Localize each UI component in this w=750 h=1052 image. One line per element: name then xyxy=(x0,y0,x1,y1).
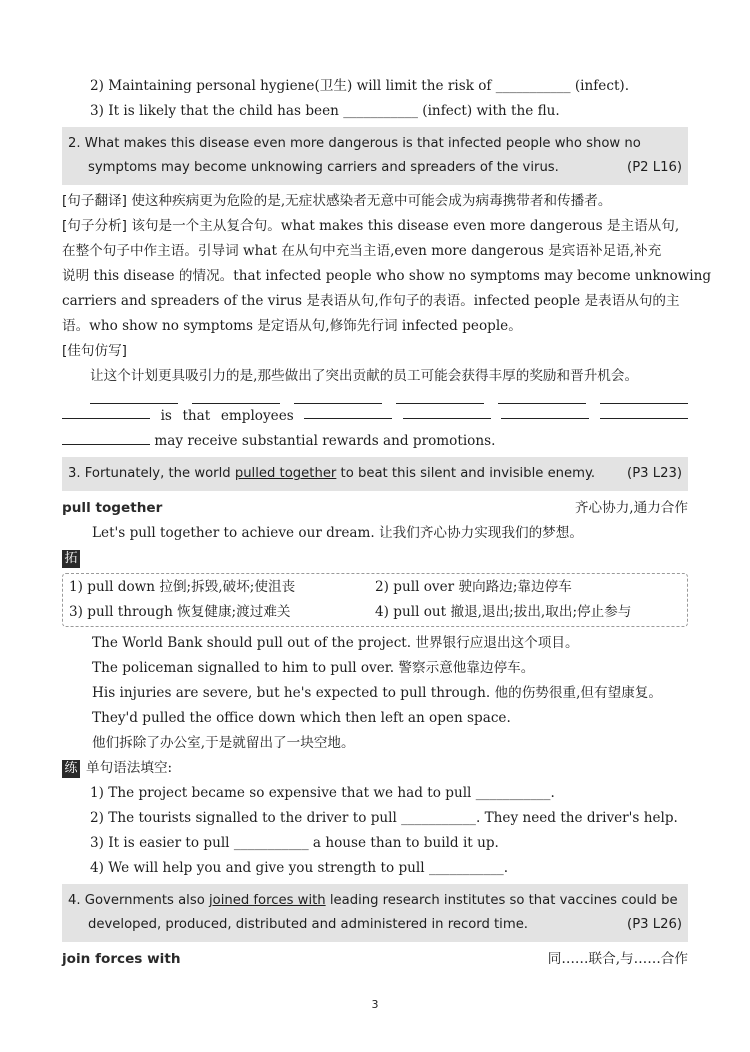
key-sentence-4-text: developed, produced, distributed and administered in record time. xyxy=(88,917,528,932)
example-sentence: His injuries are severe, but he's expected to pull through. 他的伤势很重,但有望康复。 xyxy=(92,685,662,701)
key-sentence-4-prefix: 4. Governments also xyxy=(68,893,209,908)
key-sentence-2-line1: 2. What makes this disease even more dangerous is that infected people who show no xyxy=(68,136,641,151)
phrase-heading-pull-together xyxy=(62,495,688,521)
key-sentence-2-line2 xyxy=(68,156,682,180)
imitation-word-employees: employees xyxy=(220,408,294,424)
analysis-line2: 在整个句子中作主语。引导词 what 在从句中充当主语,even more dangerous 是宾语补足语,补充 xyxy=(62,243,662,259)
imitation-row3 xyxy=(62,429,688,454)
translation-tag: [句子翻译] xyxy=(62,193,127,209)
analysis-text-1: 该句是一个主从复合句。what makes this disease even more dangerous 是主语从句, xyxy=(131,218,680,234)
blank[interactable] xyxy=(192,389,280,404)
blank[interactable] xyxy=(501,404,589,419)
phrase-heading-join-forces-with xyxy=(62,946,688,972)
blank[interactable] xyxy=(304,404,392,419)
blank[interactable] xyxy=(62,430,150,445)
blank[interactable] xyxy=(62,404,150,419)
blank[interactable] xyxy=(396,389,484,404)
key-phrase-join-forces-with: joined forces with xyxy=(208,893,326,908)
phrase-meaning: 齐心协力,通力合作 xyxy=(574,500,688,516)
key-phrase-pull-together: pulled together xyxy=(234,466,337,481)
expand-item: 4) pull out 撤退,退出;拔出,取出;停止参与 xyxy=(375,604,632,620)
blank[interactable] xyxy=(403,404,491,419)
imitation-prompt: 让这个计划更具吸引力的是,那些做出了突出贡献的员工可能会获得丰厚的奖励和晋升机会。 xyxy=(90,368,639,384)
example-sentence: The World Bank should pull out of the project. 世界银行应退出这个项目。 xyxy=(92,635,579,651)
blank[interactable] xyxy=(600,389,688,404)
blank[interactable] xyxy=(294,389,382,404)
key-sentence-4 xyxy=(62,884,688,942)
phrase-example: Let's pull together to achieve our dream. 让我们齐心协力实现我们的梦想。 xyxy=(92,525,583,541)
expand-item: 1) pull down 拉倒;拆毁,破坏;使沮丧 xyxy=(69,579,296,595)
phrase-meaning: 同……联合,与……合作 xyxy=(547,951,688,967)
key-sentence-2-ref: (P2 L16) xyxy=(627,160,682,175)
expand-item: 3) pull through 恢复健康;渡过难关 xyxy=(69,604,291,620)
key-sentence-4-suffix: leading research institutes so that vaccines could be xyxy=(325,893,678,908)
analysis-line3: 说明 this disease 的情况。that infected people who show no symptoms may become unknowing xyxy=(62,268,712,284)
expand-row xyxy=(69,600,681,625)
key-sentence-4-ref: (P3 L26) xyxy=(627,917,682,932)
expand-item: 2) pull over 驶向路边;靠边停车 xyxy=(375,579,572,595)
practice-title: 单句语法填空: xyxy=(86,760,173,776)
phrase-join-forces-with: join forces with xyxy=(62,951,181,967)
key-sentence-3-prefix: 3. Fortunately, the world xyxy=(68,466,235,481)
blank[interactable] xyxy=(90,389,178,404)
exercise-item-2: 2) Maintaining personal hygiene(卫生) will limit the risk of ___________ (infect). xyxy=(90,78,630,94)
blank[interactable] xyxy=(600,404,688,419)
phrase-pull-together: pull together xyxy=(62,500,163,516)
imitation-tag: [佳句仿写] xyxy=(62,343,127,359)
exercise-item-3: 3) It is likely that the child has been ___________ (infect) with the flu. xyxy=(90,103,560,119)
expand-heading xyxy=(62,546,688,571)
key-sentence-2 xyxy=(62,127,688,185)
page-content xyxy=(62,74,712,972)
imitation-row3-text: may receive substantial rewards and promotions. xyxy=(154,433,496,449)
expand-icon: 拓 xyxy=(62,550,80,568)
practice-item: 4) We will help you and give you strength to pull ___________. xyxy=(90,860,509,876)
imitation-word-is: is xyxy=(160,408,172,424)
example-sentence: 他们拆除了办公室,于是就留出了一块空地。 xyxy=(92,735,355,751)
key-sentence-3 xyxy=(62,457,688,491)
analysis-line4: carriers and spreaders of the virus 是表语从句,作句子的表语。infected people 是表语从句的主 xyxy=(62,293,680,309)
analysis-line5: 语。who show no symptoms 是定语从句,修饰先行词 infected people。 xyxy=(62,318,522,334)
example-sentence: They'd pulled the office down which then left an open space. xyxy=(92,710,511,726)
practice-heading xyxy=(62,756,688,781)
key-sentence-4-line2 xyxy=(68,913,682,937)
analysis-tag: [句子分析] xyxy=(62,218,127,234)
blank[interactable] xyxy=(498,389,586,404)
analysis-line1 xyxy=(62,214,688,239)
translation-text: 使这种疾病更为危险的是,无症状感染者无意中可能会成为病毒携带者和传播者。 xyxy=(131,193,612,209)
page-number: 3 xyxy=(371,998,379,1011)
key-sentence-2-text: symptoms may become unknowing carriers and spreaders of the virus. xyxy=(88,160,559,175)
practice-item: 3) It is easier to pull ___________ a house than to build it up. xyxy=(90,835,499,851)
expand-row xyxy=(69,575,681,600)
imitation-blank-row2 xyxy=(62,404,688,429)
key-sentence-3-ref: (P3 L23) xyxy=(627,466,682,481)
key-sentence-3-suffix: to beat this silent and invisible enemy. xyxy=(336,466,596,481)
expand-box xyxy=(62,573,688,627)
key-sentence-4-line1 xyxy=(68,889,682,913)
example-sentence: The policeman signalled to him to pull over. 警察示意他靠边停车。 xyxy=(92,660,535,676)
translation-row xyxy=(62,189,688,214)
practice-item: 2) The tourists signalled to the driver to pull ___________. They need the driver's help. xyxy=(90,810,678,826)
key-sentence-3-line1 xyxy=(68,462,682,486)
practice-icon: 练 xyxy=(62,760,80,778)
practice-item: 1) The project became so expensive that we had to pull ___________. xyxy=(90,785,555,801)
imitation-word-that: that xyxy=(182,408,211,424)
imitation-blank-row1 xyxy=(62,389,688,404)
